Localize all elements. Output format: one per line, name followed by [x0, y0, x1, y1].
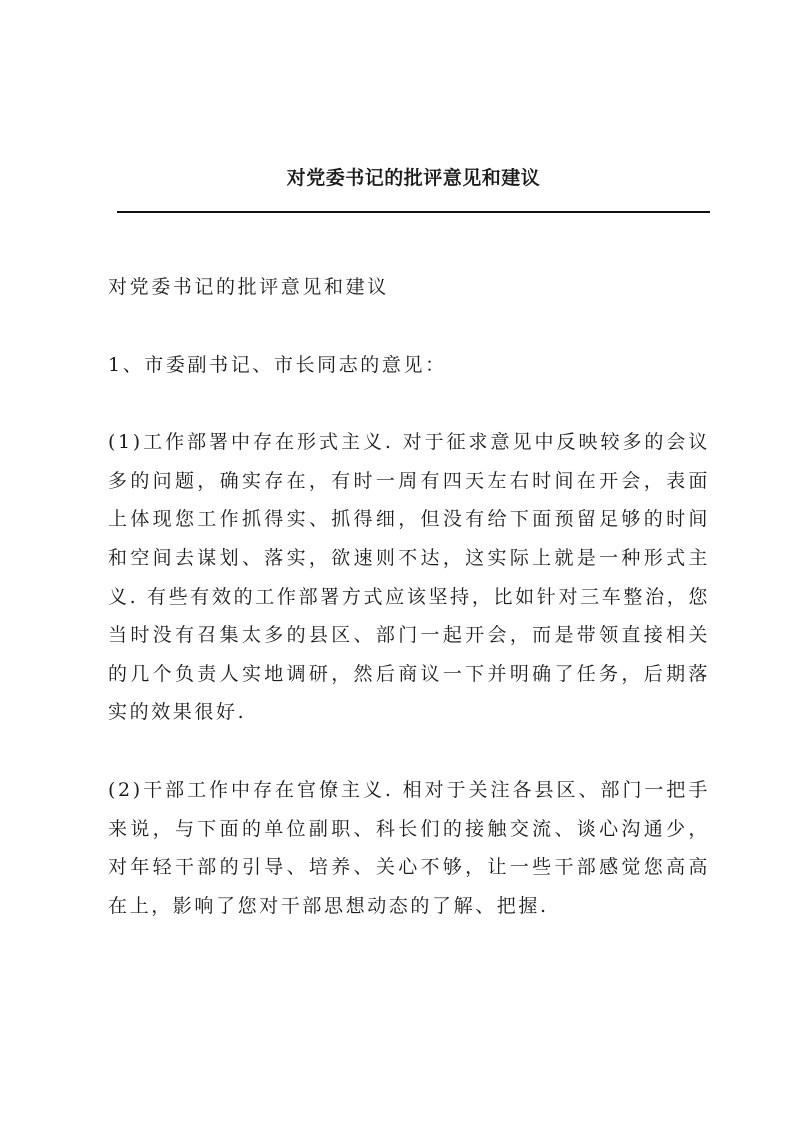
page-header	[117, 160, 710, 196]
opinion-paragraph-2: (2)干部工作中存在官僚主义. 相对于关注各县区、部门一把手来说，与下面的单位副职、科长们的接触交流、谈心沟通少，对年轻干部的引导、培养、关心不够，让一些干部感觉您高高在上，影响了您对干部思想动态的了解、把握.	[108, 778, 710, 917]
opinion-paragraph-1: (1)工作部署中存在形式主义. 对于征求意见中反映较多的会议多的问题，确实存在，有时一周有四天左右时间在开会，表面上体现您工作抓得实、抓得细，但没有给下面预留足够的时间和空间去谋划、落实，欲速则不达，这实际上就是一种形式主义. 有些有效的工作部署方式应该坚持，比如针对三车整治，您当时没有召集太多的县区、部门一起开会，而是带领直接相关的几个负责人实地调研，然后商议一下并明确了任务，后期落实的效果很好.	[108, 431, 710, 724]
document-title: 对党委书记的批评意见和建议	[286, 167, 541, 189]
document-subtitle: 对党委书记的批评意见和建议	[108, 276, 389, 298]
title-underline-divider	[117, 211, 710, 213]
document-body	[108, 268, 710, 925]
section-heading: 1、市委副书记、市长同志的意见：	[108, 353, 447, 376]
